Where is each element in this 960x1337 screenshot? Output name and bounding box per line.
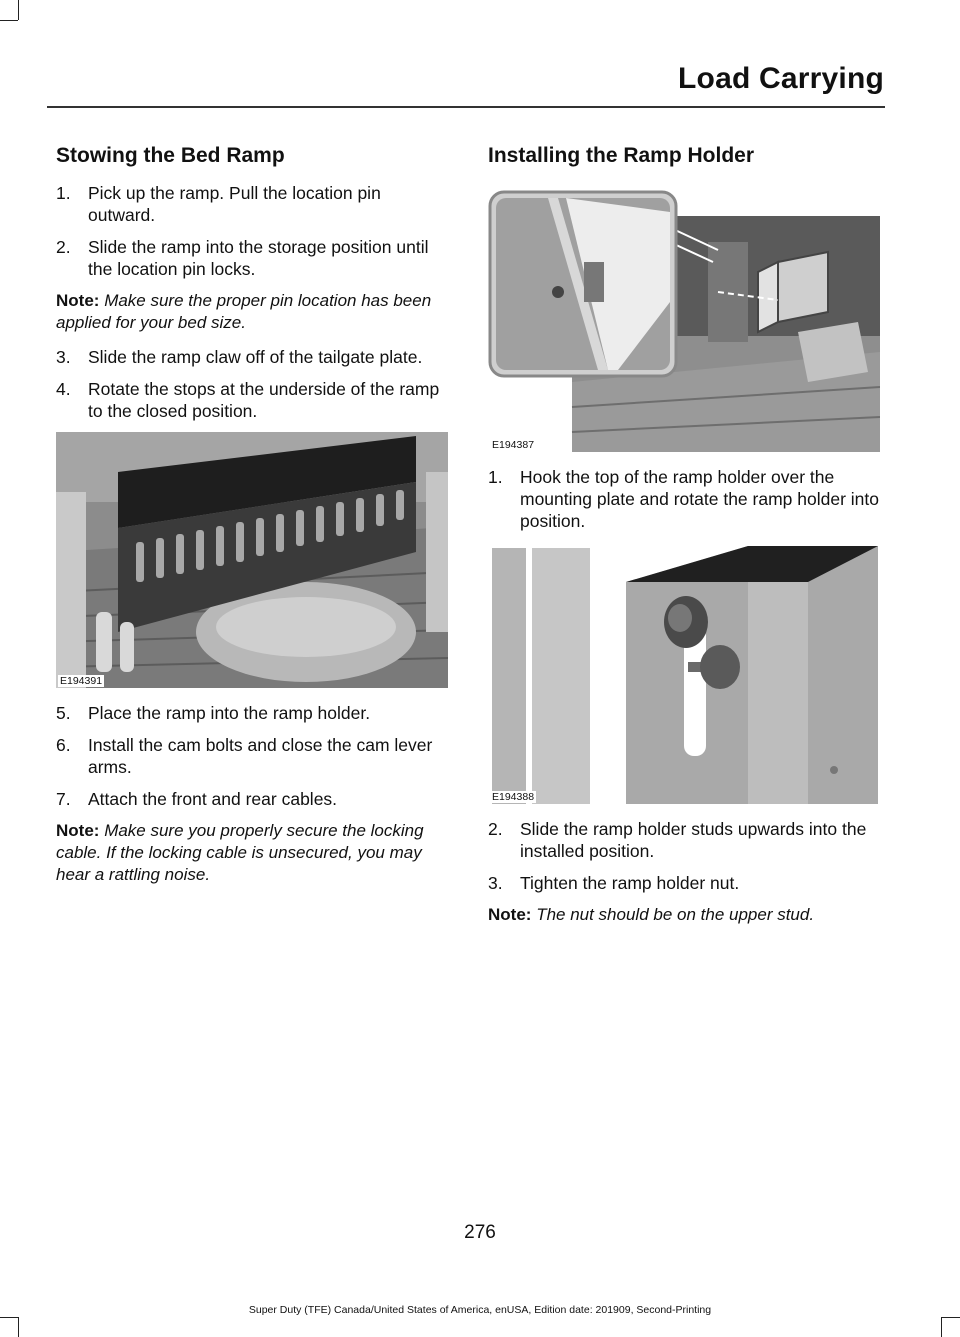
list-item: 2. Slide the ramp into the storage position until the location pin locks. (56, 237, 429, 279)
list-item: 2. Slide the ramp holder studs upwards into the installed position. (488, 819, 867, 861)
header-divider (47, 106, 885, 108)
section-heading: Installing the Ramp Holder (488, 144, 755, 167)
crop-mark (942, 1317, 960, 1318)
figure-code: E194388 (492, 791, 535, 803)
step-list (56, 346, 448, 422)
crop-mark (0, 20, 18, 21)
figure-code: E194387 (492, 439, 535, 451)
list-item: 7. Attach the front and rear cables. (56, 789, 338, 809)
section-heading: Stowing the Bed Ramp (56, 144, 285, 167)
step-list (488, 818, 880, 894)
list-item: 1. Pick up the ramp. Pull the location pin outward. (56, 183, 381, 225)
edition-line: Super Duty (TFE) Canada/United States of America, enUSA, Edition date: 201909, Second-Printing (248, 1304, 712, 1316)
note: Note: Make sure the proper pin location has been applied for your bed size. (56, 291, 432, 332)
step-list (488, 466, 880, 532)
list-item: 1. Hook the top of the ramp holder over the mounting plate and rotate the ramp holder into position. (488, 467, 879, 531)
step-list (56, 702, 448, 810)
list-item: 4. Rotate the stops at the underside of the ramp to the closed position. (56, 379, 440, 421)
note: Note: Make sure you properly secure the locking cable. If the locking cable is unsecured, you may hear a rattling noise. (56, 821, 424, 884)
page-title: Load Carrying (678, 62, 884, 95)
step-list (56, 182, 448, 280)
right-column (488, 144, 880, 938)
crop-mark (941, 1317, 942, 1337)
left-column (56, 144, 448, 898)
crop-mark (18, 0, 19, 20)
page-number: 276 (464, 1222, 496, 1243)
ramp-holder-illustration (488, 182, 880, 452)
ramp-stowed-illustration (56, 432, 448, 688)
list-item: 3. Tighten the ramp holder nut. (488, 873, 740, 893)
figure-ramp-holder-install (488, 182, 880, 452)
list-item: 5. Place the ramp into the ramp holder. (56, 703, 371, 723)
list-item: 6. Install the cam bolts and close the cam lever arms. (56, 735, 433, 777)
list-item: 3. Slide the ramp claw off of the tailgate plate. (56, 347, 423, 367)
crop-mark (0, 1317, 18, 1318)
note: Note: The nut should be on the upper stud. (488, 905, 815, 924)
ramp-holder-studs-illustration (488, 542, 880, 804)
figure-ramp-holder-studs (488, 542, 880, 804)
crop-mark (18, 1317, 19, 1337)
figure-code: E194391 (60, 675, 103, 687)
figure-ramp-stowed (56, 432, 448, 688)
